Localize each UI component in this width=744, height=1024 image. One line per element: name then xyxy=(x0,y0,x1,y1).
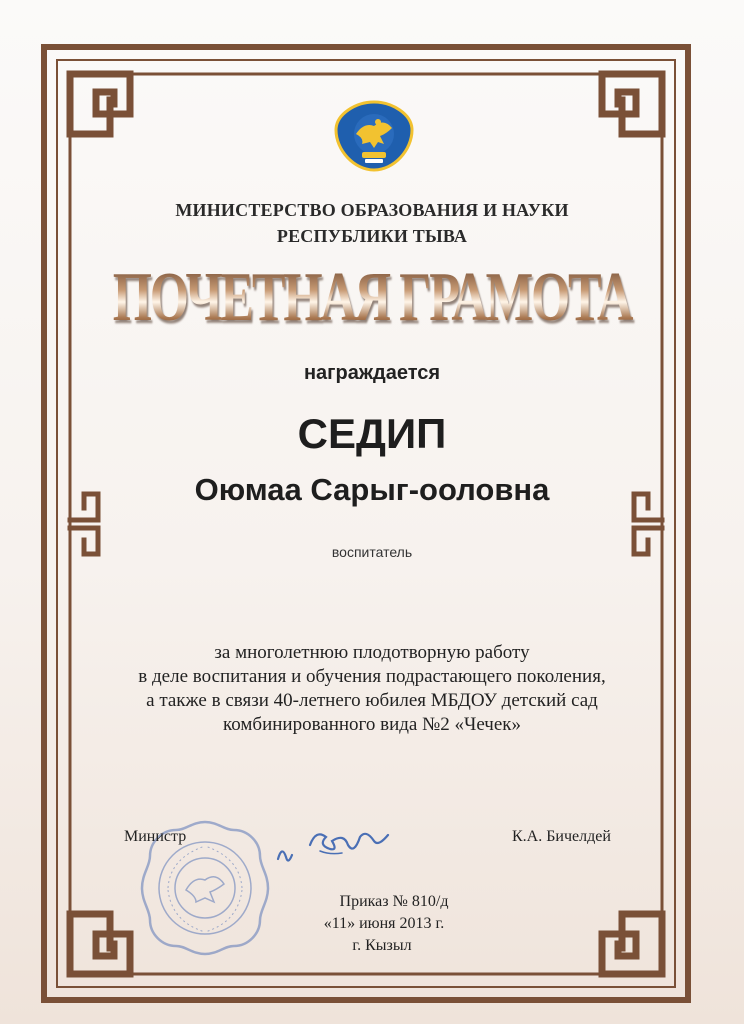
recipient-surname: СЕДИП xyxy=(297,410,447,457)
reason-line-3: а также в связи 40-летнего юбилея МБДОУ детский сад xyxy=(146,690,598,711)
minister-label: Министр xyxy=(124,828,187,845)
order-city: г. Кызыл xyxy=(352,937,412,954)
ministry-line-1: МИНИСТЕРСТВО ОБРАЗОВАНИЯ И НАУКИ xyxy=(175,200,569,220)
reason-line-4: комбинированного вида №2 «Чечек» xyxy=(222,714,522,735)
certificate-title: ПОЧЕТНАЯ ГРАМОТА xyxy=(104,258,640,338)
ministry-line-2: РЕСПУБЛИКИ ТЫВА xyxy=(276,226,468,246)
awarded-label: награждается xyxy=(303,362,441,384)
order-date: «11» июня 2013 г. xyxy=(323,915,445,932)
recipient-given-names: Оюмаа Сарыг-ооловна xyxy=(194,472,550,507)
tuva-coat-of-arms-icon xyxy=(334,100,414,172)
recipient-position: воспитатель xyxy=(331,544,413,560)
reason-line-1: за многолетнюю плодотворную работу xyxy=(214,642,530,663)
minister-name: К.А. Бичелдей xyxy=(512,828,611,845)
minister-signature-icon xyxy=(270,815,400,875)
order-number: Приказ № 810/д xyxy=(339,893,449,910)
reason-line-2: в деле воспитания и обучения подрастающего поколения, xyxy=(138,666,606,687)
